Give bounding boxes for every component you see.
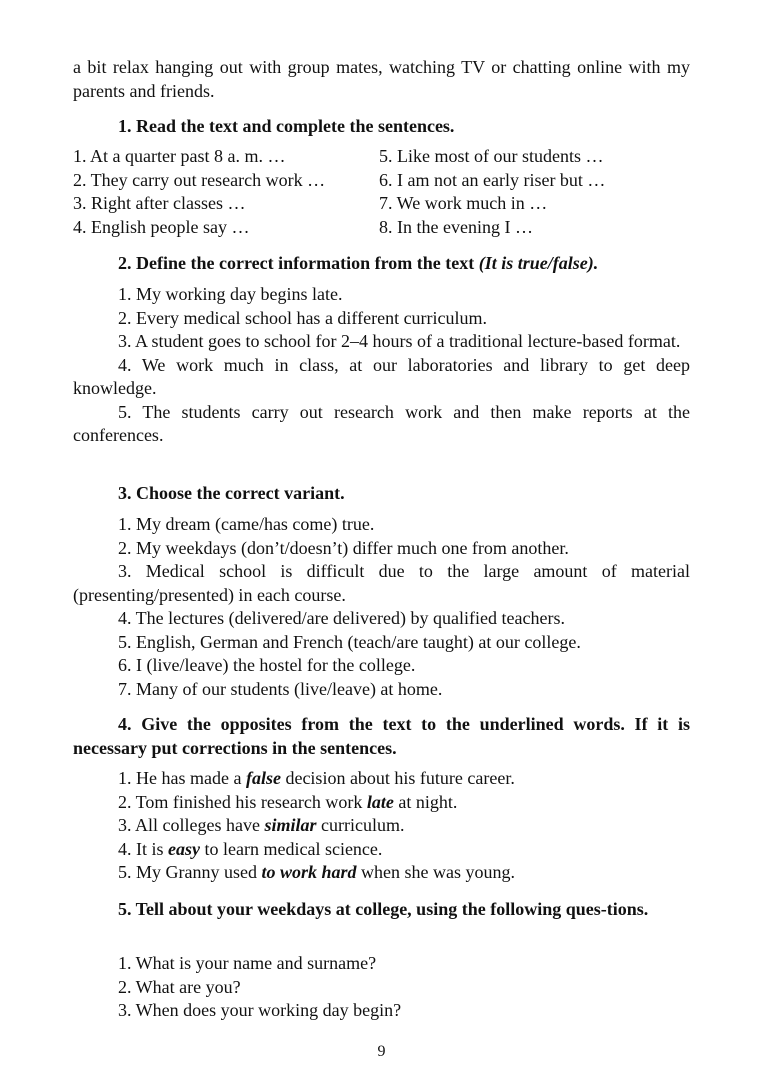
page-number: 9 — [377, 1043, 386, 1060]
intro-paragraph — [73, 56, 690, 103]
list-item: 3. A student goes to school for 2–4 hours of a traditional lecture-based format. — [118, 331, 681, 351]
list-item: 4. English people say … — [73, 216, 250, 237]
list-item: 3. When does your working day begin? — [118, 1000, 402, 1020]
list-item: 2. Every medical school has a different curriculum. — [118, 307, 488, 328]
target-word: late — [366, 791, 394, 812]
list-item — [73, 767, 690, 791]
list-item: 2. What are you? — [118, 976, 241, 997]
heading: 4. Give the opposites from the text to the underlined words. If it is necessary put corrections in the sentences. — [73, 714, 690, 758]
item-text: 1. He has made a — [118, 768, 246, 788]
item-text: when she was young. — [356, 862, 515, 882]
list-item: 1. My working day begins late. — [118, 284, 343, 304]
exercise-5-items — [73, 952, 690, 1023]
list-item: 1. What is your name and surname? — [118, 953, 377, 973]
item-text: at night. — [393, 791, 458, 812]
item-text: 3. All colleges have — [118, 815, 265, 835]
list-item: 5. Like most of our students … — [379, 146, 604, 166]
exercise-4-title — [73, 713, 690, 760]
right-column — [379, 145, 685, 239]
target-word: similar — [264, 815, 317, 835]
list-item: 8. In the evening I … — [379, 216, 533, 237]
exercise-2-items — [73, 283, 690, 448]
list-item: 5. The students carry out research work and then make reports at the conferences. — [73, 401, 690, 445]
item-text: decision about his future career. — [280, 768, 515, 788]
list-item — [73, 791, 690, 815]
list-item: 7. Many of our students (live/leave) at home. — [118, 678, 443, 699]
list-item: 2. My weekdays (don’t/doesn’t) differ much one from another. — [118, 537, 569, 558]
list-item: 2. They carry out research work … — [73, 169, 326, 190]
item-text: curriculum. — [316, 815, 405, 835]
exercise-3-items — [73, 513, 690, 701]
list-item: 1. My dream (came/has come) true. — [118, 514, 375, 534]
list-item — [73, 838, 690, 862]
left-column — [73, 145, 379, 239]
heading-emphasis: (It is true/false). — [478, 253, 599, 273]
intro-text: a bit relax hanging out with group mates, watching TV or chatting online with my parents and friends. — [73, 57, 690, 101]
exercise-1-title — [73, 115, 690, 139]
heading: 5. Tell about your weekdays at college, using the following ques-tions. — [118, 899, 649, 919]
target-word: false — [245, 768, 281, 788]
exercise-2-title — [73, 252, 690, 276]
list-item: 4. The lectures (delivered/are delivered) by qualified teachers. — [118, 608, 565, 628]
list-item: 3. Right after classes … — [73, 193, 246, 213]
list-item: 3. Medical school is difficult due to the large amount of material (presenting/presented) in each course. — [73, 561, 690, 605]
list-item: 1. At a quarter past 8 a. m. … — [73, 146, 286, 166]
list-item: 6. I (live/leave) the hostel for the college. — [118, 655, 416, 675]
list-item: 5. English, German and French (teach/are taught) at our college. — [118, 631, 581, 652]
item-text: 4. It is — [118, 838, 169, 859]
item-text: 5. My Granny used — [118, 862, 262, 882]
list-item: 6. I am not an early riser but … — [379, 169, 606, 190]
list-item: 4. We work much in class, at our laboratories and library to get deep knowledge. — [73, 354, 690, 398]
target-word: to work hard — [261, 862, 357, 882]
heading: 3. Choose the correct variant. — [118, 483, 345, 503]
exercise-3-title — [73, 482, 690, 506]
list-item — [73, 814, 690, 838]
item-text: 2. Tom finished his research work — [118, 791, 367, 812]
exercise-5-title — [73, 898, 690, 922]
heading: 1. Read the text and complete the sentences. — [118, 116, 455, 136]
item-text: to learn medical science. — [200, 838, 383, 859]
list-item — [73, 861, 690, 885]
heading: 2. Define the correct information from the text — [118, 253, 479, 273]
exercise-1-columns — [73, 145, 690, 239]
target-word: easy — [168, 838, 200, 859]
exercise-4-items — [73, 767, 690, 885]
list-item: 7. We work much in … — [379, 193, 548, 213]
